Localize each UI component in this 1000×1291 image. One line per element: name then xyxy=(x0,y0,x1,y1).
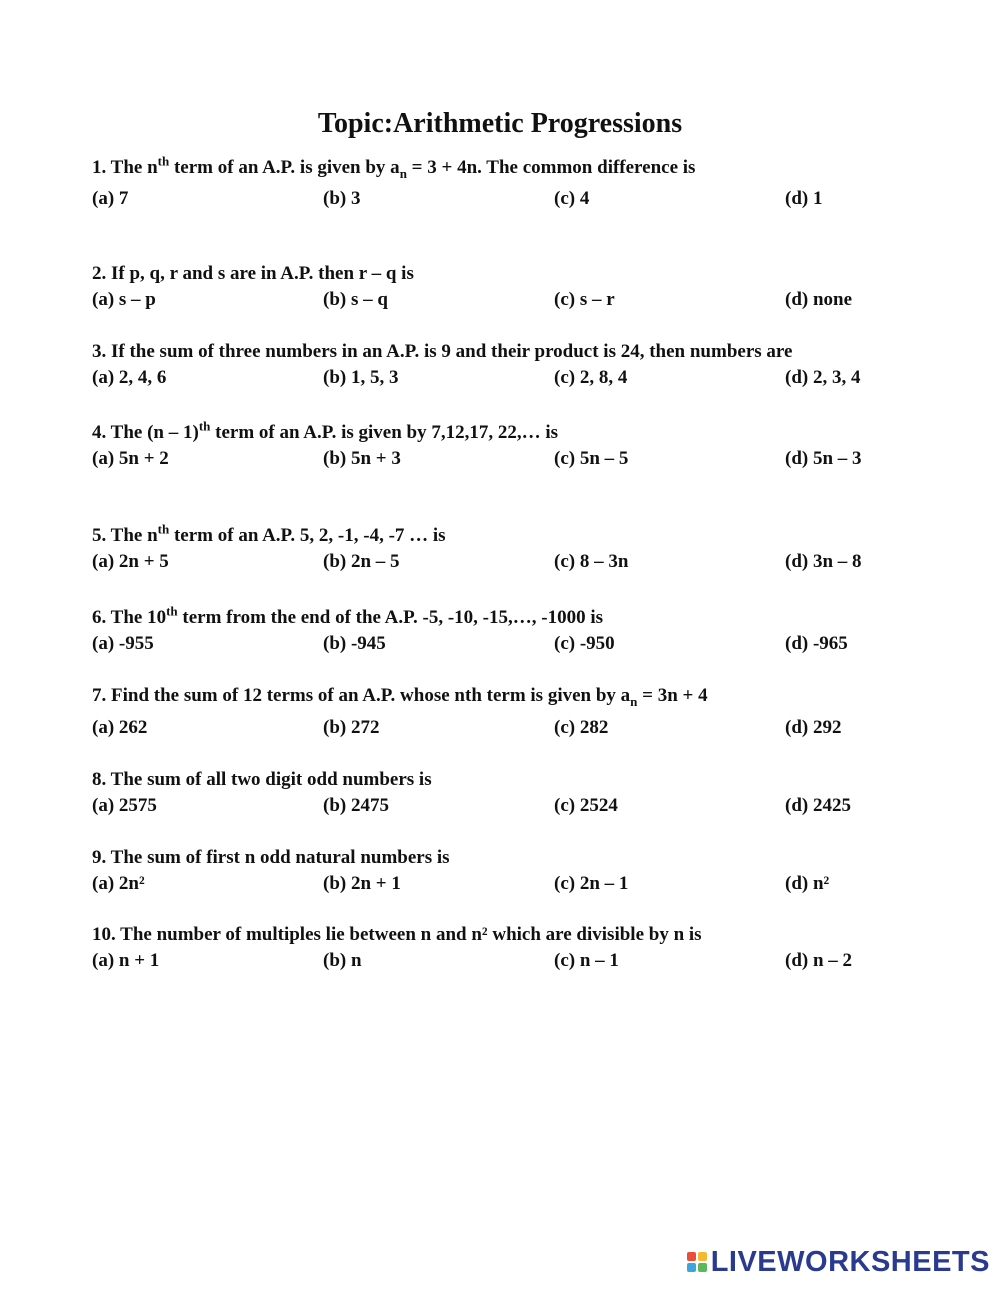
option-c[interactable]: (c) s – r xyxy=(554,289,615,310)
logo-mark-icon xyxy=(687,1252,707,1272)
option-d[interactable]: (d) 2, 3, 4 xyxy=(785,367,861,388)
option-d[interactable]: (d) 292 xyxy=(785,717,842,738)
option-c[interactable]: (c) 4 xyxy=(554,188,590,209)
question-text: 9. The sum of first n odd natural numbers is xyxy=(92,847,450,868)
worksheet-title: Topic:Arithmetic Progressions xyxy=(317,108,683,139)
question-6 xyxy=(92,605,952,657)
option-d[interactable]: (d) 5n – 3 xyxy=(785,448,862,469)
option-a[interactable]: (a) -955 xyxy=(92,633,154,654)
question-text: 5. The $n^{th}$ term of an A.P. 5, 2, -1, -4, -7 … is xyxy=(92,521,446,546)
question-text: 1. The $n^{th}$ term of an A.P. is given by $a_n = 3 + 4n$. The common difference is xyxy=(92,153,696,181)
option-b[interactable]: (b) 2475 xyxy=(323,795,389,816)
question-text: 3. If the sum of three numbers in an A.P. is 9 and their product is 24, then numbers are xyxy=(92,341,793,362)
option-a[interactable]: (a) n + 1 xyxy=(92,950,160,971)
logo-square xyxy=(687,1263,696,1272)
question-text: 2. If p, q, r and s are in A.P. then r – q is xyxy=(92,263,414,284)
logo-square xyxy=(698,1263,707,1272)
logo-square xyxy=(687,1252,696,1261)
option-d[interactable]: (d) 3n – 8 xyxy=(785,551,862,572)
question-7 xyxy=(92,683,952,741)
option-c[interactable]: (c) 282 xyxy=(554,717,609,738)
question-text: 8. The sum of all two digit odd numbers is xyxy=(92,769,432,790)
option-a[interactable]: (a) 2n² xyxy=(92,873,145,894)
option-d[interactable]: (d) n – 2 xyxy=(785,950,853,971)
question-10 xyxy=(92,922,952,974)
option-a[interactable]: (a) 2575 xyxy=(92,795,157,816)
question-3 xyxy=(92,339,952,391)
option-b[interactable]: (b) n xyxy=(323,950,362,971)
option-d[interactable]: (d) -965 xyxy=(785,633,848,654)
question-1 xyxy=(92,155,952,212)
option-c[interactable]: (c) -950 xyxy=(554,633,615,654)
option-c[interactable]: (c) n – 1 xyxy=(554,950,619,971)
option-a[interactable]: (a) 5n + 2 xyxy=(92,448,169,469)
option-b[interactable]: (b) 1, 5, 3 xyxy=(323,367,399,388)
option-b[interactable]: (b) 5n + 3 xyxy=(323,448,401,469)
option-d[interactable]: (d) none xyxy=(785,289,853,310)
option-b[interactable]: (b) 272 xyxy=(323,717,380,738)
option-a[interactable]: (a) s – p xyxy=(92,289,156,310)
question-5 xyxy=(92,523,952,575)
option-b[interactable]: (b) 2n + 1 xyxy=(323,873,401,894)
question-text: 4. The (n – 1)$^{th}$ term of an A.P. is given by 7,12,17, 22,… is xyxy=(92,418,559,443)
option-c[interactable]: (c) 2, 8, 4 xyxy=(554,367,628,388)
question-text: 10. The number of multiples lie between n and n² which are divisible by n is xyxy=(92,924,702,945)
option-d[interactable]: (d) 2425 xyxy=(785,795,851,816)
logo-square xyxy=(698,1252,707,1261)
option-b[interactable]: (b) 3 xyxy=(323,188,361,209)
question-text: 6. The 10th term from the end of the A.P. -5, -10, -15,…, -1000 is xyxy=(92,603,603,628)
question-9 xyxy=(92,845,952,897)
option-c[interactable]: (c) 2n – 1 xyxy=(554,873,629,894)
option-c[interactable]: (c) 8 – 3n xyxy=(554,551,629,572)
option-c[interactable]: (c) 2524 xyxy=(554,795,618,816)
option-a[interactable]: (a) 7 xyxy=(92,188,129,209)
option-c[interactable]: (c) 5n – 5 xyxy=(554,448,629,469)
option-b[interactable]: (b) s – q xyxy=(323,289,388,310)
question-text: 7. Find the sum of 12 terms of an A.P. whose nth term is given by $a_n = 3n + 4$ xyxy=(92,685,708,709)
option-a[interactable]: (a) 2n + 5 xyxy=(92,551,169,572)
option-b[interactable]: (b) 2n – 5 xyxy=(323,551,400,572)
option-d[interactable]: (d) 1 xyxy=(785,188,823,209)
option-a[interactable]: (a) 2, 4, 6 xyxy=(92,367,167,388)
option-a[interactable]: (a) 262 xyxy=(92,717,148,738)
question-4 xyxy=(92,420,952,472)
brand-name: LIVEWORKSHEETS xyxy=(710,1245,990,1278)
option-d[interactable]: (d) n² xyxy=(785,873,830,894)
question-2 xyxy=(92,261,952,313)
liveworksheets-logo xyxy=(687,1247,990,1277)
option-b[interactable]: (b) -945 xyxy=(323,633,386,654)
question-8 xyxy=(92,767,952,819)
